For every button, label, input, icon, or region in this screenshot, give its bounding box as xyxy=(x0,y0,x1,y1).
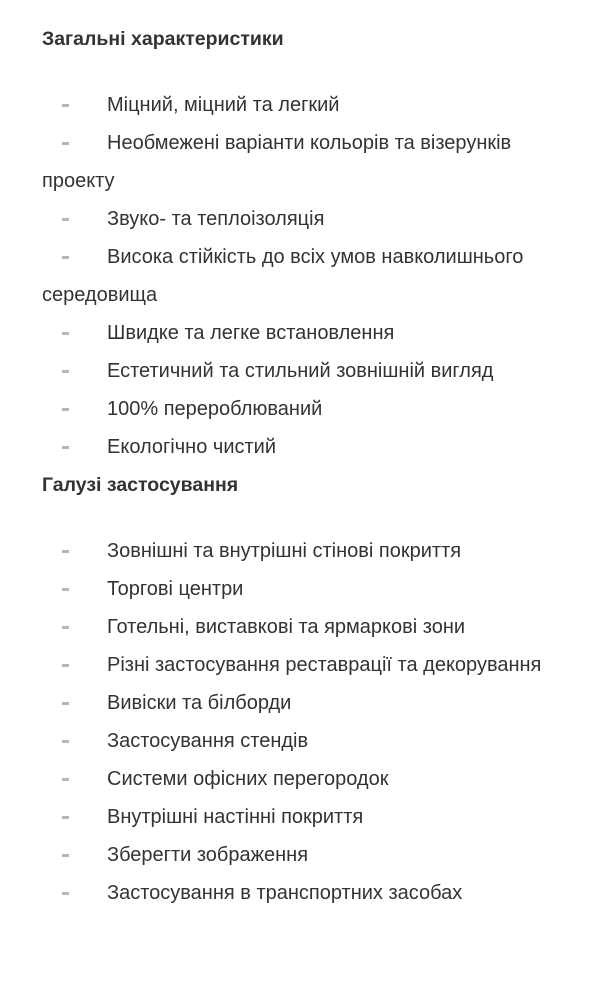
list-item xyxy=(0,798,560,836)
list-item xyxy=(0,646,560,684)
bullet-dash-icon xyxy=(62,854,69,857)
list-item xyxy=(0,390,560,428)
bullet-dash-icon xyxy=(62,664,69,667)
list-item-text: Застосування в транспортних засобах xyxy=(107,882,463,904)
list-item xyxy=(0,836,560,874)
list-item xyxy=(0,428,560,466)
list-item-text: Необмежені варіанти кольорів та візерунків xyxy=(107,132,512,154)
list-item-text: Системи офісних перегородок xyxy=(107,768,389,790)
list-item-text: Зовнішні та внутрішні стінові покриття xyxy=(107,540,462,562)
list-item-text: Різні застосування реставрації та декорування xyxy=(107,654,542,676)
list-item xyxy=(0,874,560,912)
list-item xyxy=(0,124,560,200)
section-title-general: Загальні характеристики xyxy=(42,28,284,50)
bullet-dash-icon xyxy=(62,588,69,591)
section-title-applications: Галузі застосування xyxy=(42,474,239,496)
list-item xyxy=(0,200,560,238)
general-characteristics-list xyxy=(0,86,560,466)
list-item xyxy=(0,684,560,722)
bullet-dash-icon xyxy=(62,142,69,145)
list-item xyxy=(0,314,560,352)
list-item xyxy=(0,352,560,390)
list-item-text-continuation: середовища xyxy=(42,284,158,306)
list-item-text-continuation: проекту xyxy=(42,170,115,192)
bullet-dash-icon xyxy=(62,218,69,221)
list-item-text: Звуко- та теплоізоляція xyxy=(107,208,325,230)
bullet-dash-icon xyxy=(62,550,69,553)
bullet-dash-icon xyxy=(62,408,69,411)
list-item-text: Внутрішні настінні покриття xyxy=(107,806,364,828)
bullet-dash-icon xyxy=(62,702,69,705)
list-item xyxy=(0,238,560,314)
bullet-dash-icon xyxy=(62,256,69,259)
list-item xyxy=(0,86,560,124)
application-areas-list xyxy=(0,532,560,912)
bullet-dash-icon xyxy=(62,892,69,895)
bullet-dash-icon xyxy=(62,816,69,819)
list-item xyxy=(0,760,560,798)
list-item-text: Міцний, міцний та легкий xyxy=(107,94,340,116)
list-item-text: Висока стійкість до всіх умов навколишнього xyxy=(107,246,524,268)
list-item-text: Естетичний та стильний зовнішній вигляд xyxy=(107,360,494,382)
list-item xyxy=(0,722,560,760)
bullet-dash-icon xyxy=(62,332,69,335)
bullet-dash-icon xyxy=(62,740,69,743)
list-item-text: Застосування стендів xyxy=(107,730,309,752)
bullet-dash-icon xyxy=(62,446,69,449)
bullet-dash-icon xyxy=(62,778,69,781)
bullet-dash-icon xyxy=(62,370,69,373)
list-item-text: Готельні, виставкові та ярмаркові зони xyxy=(107,616,466,638)
list-item-text: Екологічно чистий xyxy=(107,436,276,458)
list-item xyxy=(0,532,560,570)
list-item xyxy=(0,608,560,646)
list-item-text: 100% перероблюваний xyxy=(107,398,323,420)
list-item-text: Торгові центри xyxy=(107,578,244,600)
list-item-text: Вивіски та білборди xyxy=(107,692,292,714)
bullet-dash-icon xyxy=(62,626,69,629)
list-item-text: Зберегти зображення xyxy=(107,844,309,866)
list-item-text: Швидке та легке встановлення xyxy=(107,322,395,344)
bullet-dash-icon xyxy=(62,104,69,107)
list-item xyxy=(0,570,560,608)
